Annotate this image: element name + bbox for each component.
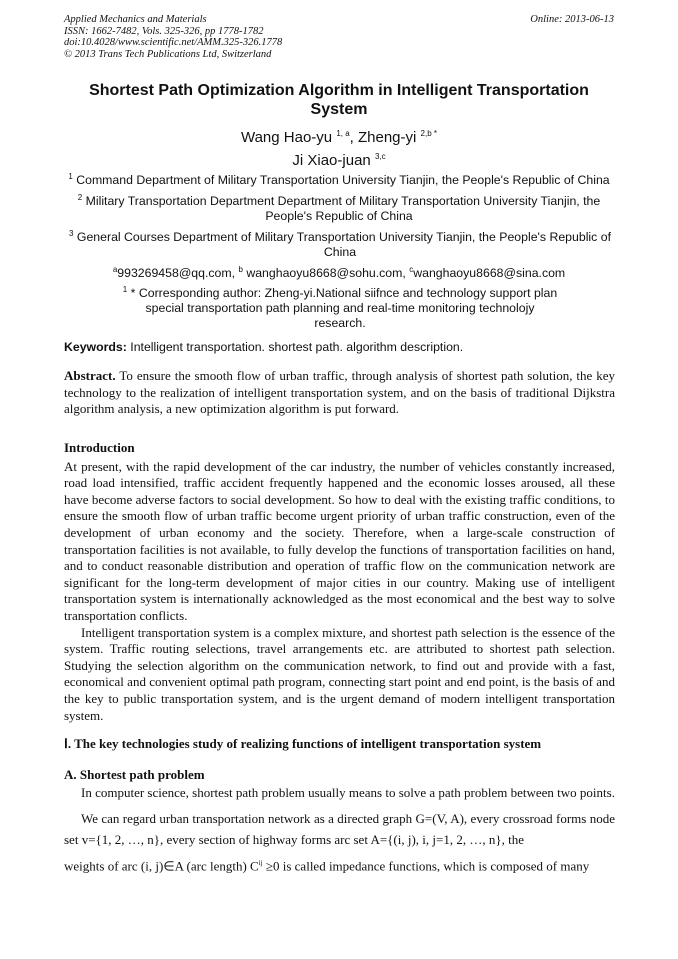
section-1	[64, 736, 615, 875]
aff-sup: 1	[68, 172, 73, 181]
section-heading: Introduction	[64, 440, 135, 455]
abstract-text: To ensure the smooth flow of urban traffic, through analysis of shortest path solution, the key technology to the realization of intelligent transportation system, and on the basis of traditional Dijkstra algorithm analysis, a new optimization algorithm is put forward.	[64, 368, 615, 417]
introduction-section	[64, 440, 615, 724]
author-sup: 3,c	[374, 152, 386, 161]
keywords-label: Keywords:	[64, 340, 127, 354]
aff-text: General Courses Department of Military Transportation University Tianjin, the People's Republic of China	[76, 230, 611, 260]
issn: ISSN: 1662-7482, Vols. 325-326, pp 1778-1782	[64, 25, 264, 37]
author-name: Ji Xiao-juan	[292, 152, 371, 169]
journal-header	[64, 14, 614, 60]
paragraph	[64, 855, 615, 875]
aff-sup: 2	[77, 193, 83, 202]
email: wanghaoyu8668@sina.com	[413, 266, 566, 281]
keywords-text: Intelligent transportation. shortest path. algorithm description.	[126, 340, 464, 354]
author-name: Wang Hao-yu	[240, 129, 333, 146]
aff-text: Command Department of Military Transportation University Tianjin, the People's Republic of China	[76, 173, 610, 188]
affiliation	[60, 226, 620, 260]
text: ≥0 is called impedance functions, which is composed of many	[262, 858, 590, 874]
paragraph: In computer science, shortest path problem usually means to solve a path problem between two points.	[81, 785, 615, 801]
subsection-heading: A. Shortest path problem	[64, 766, 205, 782]
corr-text: * Corresponding author: Zheng-yi.National siifnce and technology support plan special transportation path planning and real-time monitoring technolojy research.	[130, 286, 558, 331]
copyright: © 2013 Trans Tech Publications Ltd, Switzerland	[64, 48, 272, 60]
paragraph: We can regard urban transportation network as a directed graph G=(V, A), every crossroad forms node set v={1, 2, …, n}, every section of highway forms arc set A={(i, j), i, j=1, 2, …, n}, the	[64, 810, 615, 847]
subscript: ij	[258, 858, 263, 867]
affiliation	[74, 190, 604, 224]
corresponding-author	[120, 282, 560, 331]
abstract-label: Abstract.	[64, 368, 116, 383]
corr-sup: 1	[122, 285, 128, 294]
paragraph: At present, with the rapid development of the car industry, the number of vehicles constantly increased, road load intensified, traffic accident frequently happened and the economic losses aroused, all these have become adverse factors to social development. So how to deal with the existing traffic conditions, to ensure the smooth flow of urban traffic become urgent priority of urban traffic construction, even of the development of urban economy and the society. Therefore, when a large-scale construction of transportation facilities is not available, to fully develop the functions of transportation facilities on hand, and to conduct reasonable distribution and operation of traffic flow on the communication network are significant for the long-term development of major cities in our country. Making use of intelligent transportation system is internationally acknowledged as the most economical and the best way to solve transportation conflicts.	[64, 458, 615, 623]
text: weights of arc (i, j)∈A (arc length) C	[64, 858, 259, 874]
doi: doi:10.4028/www.scientific.net/AMM.325-326.1778	[64, 37, 283, 48]
affiliation	[56, 169, 622, 188]
email-sup: b	[238, 265, 243, 274]
author-sup: 1, a	[336, 129, 350, 138]
section-heading: Ⅰ. The key technologies study of realizing functions of intelligent transportation system	[64, 736, 542, 751]
journal-name: Applied Mechanics and Materials	[64, 14, 207, 25]
aff-text: Military Transportation Department Department of Military Transportation University Tianjin, the People's Republic of China	[85, 194, 601, 224]
author-name: , Zheng-yi	[349, 129, 417, 146]
email: wanghaoyu8668@sohu.com,	[242, 266, 410, 281]
authors	[64, 124, 614, 170]
online-date: Online: 2013-06-13	[530, 14, 614, 25]
email-sup: c	[409, 265, 414, 274]
author-sup: 2,b *	[420, 129, 437, 138]
paper-title: Shortest Path Optimization Algorithm in Intelligent Transportation System	[89, 82, 589, 118]
keywords	[64, 340, 463, 355]
email: 993269458@qq.com,	[117, 266, 239, 281]
email-sup: a	[112, 265, 118, 274]
abstract	[64, 368, 615, 418]
emails	[56, 262, 622, 281]
paragraph: Intelligent transportation system is a complex mixture, and shortest path selection is the essence of the system. Traffic routing selections, travel arrangements etc. are attributed to shortest path selection. Studying the selection algorithm on the communication network, to find out and provide with a fast, economical and convenient optimal path program, connecting start point and end point, is the basis of and the key to public transportation system, and is the urgent demand of modern intelligent transportation system.	[64, 624, 615, 723]
aff-sup: 3	[69, 229, 74, 238]
